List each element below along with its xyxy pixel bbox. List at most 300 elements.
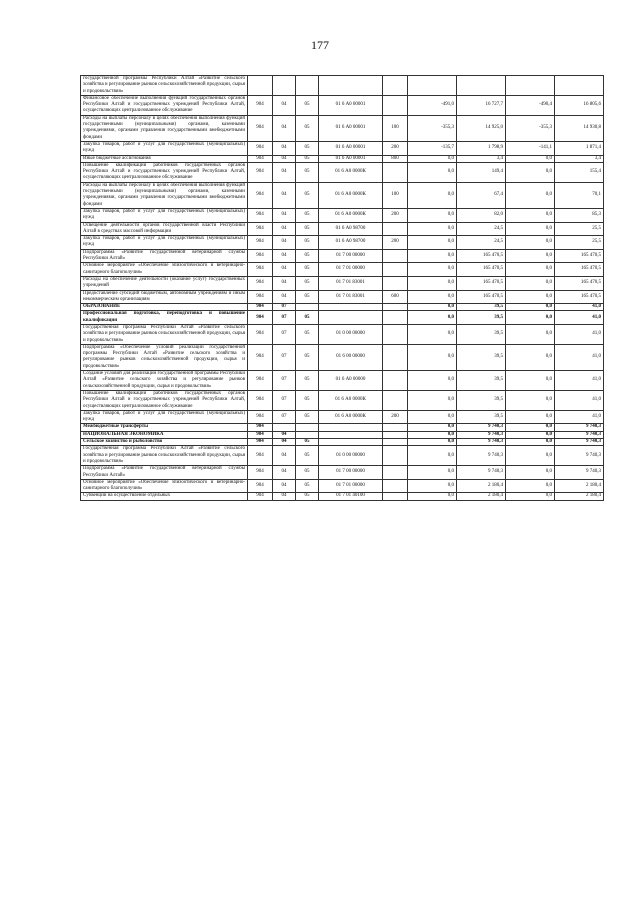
row-name: Освещение деятельности органов государственной власти Республики Алтай в средствах массовой информации xyxy=(81,222,248,236)
row-value-2: 14 925,0 xyxy=(457,115,506,141)
row-section-code: 04 xyxy=(273,276,296,290)
row-target-article-code: 01 6 00 00000 xyxy=(319,344,383,370)
row-subsection-code: 05 xyxy=(296,371,319,391)
table-row xyxy=(81,446,604,466)
row-value-4: 14 930,8 xyxy=(555,115,604,141)
row-expense-type-code: 200 xyxy=(383,208,408,222)
row-subsection-code: 05 xyxy=(296,276,319,290)
row-value-2: 39,5 xyxy=(457,304,506,311)
row-value-1: 0,0 xyxy=(408,410,457,424)
row-value-2: 9 740,3 xyxy=(457,431,506,438)
row-name: Создание условий для реализации государственной программы Республики Алтай «Развитие сельского хозяйства и регулирование рынков сельскохозяйственной продукции, сырья и продовольствия» xyxy=(81,371,248,391)
table-row xyxy=(81,95,604,115)
row-expense-type-code xyxy=(383,344,408,370)
row-grbs-code: 904 xyxy=(248,466,273,480)
row-name: Финансовое обеспечение выполнения функций государственных органов Республики Алтай и государственных учреждений Республики Алтай, осуществляющих централизованное обслуживание xyxy=(81,95,248,115)
row-value-3: -490,4 xyxy=(506,95,555,115)
row-expense-type-code xyxy=(383,304,408,311)
table-row xyxy=(81,76,604,96)
row-value-4: 41,0 xyxy=(555,410,604,424)
table-row xyxy=(81,182,604,208)
row-grbs-code: 904 xyxy=(248,236,273,250)
row-value-2 xyxy=(457,76,506,96)
row-value-2: 24,5 xyxy=(457,222,506,236)
row-grbs-code: 904 xyxy=(248,115,273,141)
row-value-3: 0,0 xyxy=(506,208,555,222)
row-value-3: 0,0 xyxy=(506,424,555,431)
row-expense-type-code xyxy=(383,95,408,115)
table-row xyxy=(81,311,604,325)
row-name: Государственная программа Республики Алтай «Развитие сельского хозяйства и регулирование рынков сельскохозяйственной продукции, сырья и продовольствия» xyxy=(81,446,248,466)
row-subsection-code: 05 xyxy=(296,155,319,162)
row-value-1: 0,0 xyxy=(408,479,457,493)
row-expense-type-code xyxy=(383,162,408,182)
row-section-code: 07 xyxy=(273,344,296,370)
row-value-4: 2 180,4 xyxy=(555,479,604,493)
row-expense-type-code xyxy=(383,493,408,500)
row-section-code: 04 xyxy=(273,493,296,500)
row-subsection-code: 05 xyxy=(296,466,319,480)
row-subsection-code: 05 xyxy=(296,446,319,466)
row-value-4 xyxy=(555,76,604,96)
row-value-1: 0,0 xyxy=(408,290,457,304)
row-value-3: 0,0 xyxy=(506,371,555,391)
row-value-4: 2 180,4 xyxy=(555,493,604,500)
table-row xyxy=(81,263,604,277)
row-expense-type-code: 800 xyxy=(383,155,408,162)
row-grbs-code: 904 xyxy=(248,431,273,438)
row-value-4: 9 740,3 xyxy=(555,446,604,466)
row-value-3: 0,0 xyxy=(506,276,555,290)
row-target-article-code: 01 7 00 00000 xyxy=(319,466,383,480)
row-grbs-code: 904 xyxy=(248,141,273,155)
table-row xyxy=(81,390,604,410)
row-target-article-code: 01 7 00 00000 xyxy=(319,249,383,263)
row-name: Расходы на выплаты персоналу в целях обеспечения выполнения функций государственными (муниципальными) органами, казенными учреждениями, органами управления государственными внебюджетными фондами xyxy=(81,182,248,208)
row-section-code: 07 xyxy=(273,304,296,311)
row-expense-type-code xyxy=(383,249,408,263)
row-target-article-code: 01 6 А0 0000К xyxy=(319,182,383,208)
row-section-code: 04 xyxy=(273,162,296,182)
row-value-3: 0,0 xyxy=(506,466,555,480)
row-value-4: 9 740,3 xyxy=(555,431,604,438)
row-value-2: 2 180,4 xyxy=(457,479,506,493)
row-value-4: 3,4 xyxy=(555,155,604,162)
row-value-2: 39,5 xyxy=(457,371,506,391)
row-value-2: 39,5 xyxy=(457,324,506,344)
table-row xyxy=(81,290,604,304)
row-subsection-code: 05 xyxy=(296,115,319,141)
table-row xyxy=(81,324,604,344)
row-target-article-code: 01 6 А0 98700 xyxy=(319,222,383,236)
row-value-1: 0,0 xyxy=(408,162,457,182)
row-target-article-code: 01 7 01 83001 xyxy=(319,276,383,290)
row-value-3: 0,0 xyxy=(506,446,555,466)
row-grbs-code: 904 xyxy=(248,182,273,208)
row-section-code: 04 xyxy=(273,263,296,277)
row-subsection-code: 05 xyxy=(296,324,319,344)
row-grbs-code: 904 xyxy=(248,324,273,344)
row-target-article-code: 01 6 А0 0000К xyxy=(319,208,383,222)
row-grbs-code: 904 xyxy=(248,95,273,115)
row-value-4: 41,0 xyxy=(555,371,604,391)
budget-table xyxy=(80,75,604,501)
row-target-article-code: 01 6 А0 00001 xyxy=(319,115,383,141)
row-name: Закупка товаров, работ и услуг для государственных (муниципальных) нужд xyxy=(81,141,248,155)
row-subsection-code xyxy=(296,431,319,438)
row-name: НАЦИОНАЛЬНАЯ ЭКОНОМИКА xyxy=(81,431,248,438)
row-section-code: 04 xyxy=(273,431,296,438)
row-value-2: 39,5 xyxy=(457,390,506,410)
row-section-code: 04 xyxy=(273,290,296,304)
row-subsection-code: 05 xyxy=(296,236,319,250)
budget-table-body xyxy=(81,76,604,501)
row-name: Государственная программа Республики Алтай «Развитие сельского хозяйства и регулирование рынков сельскохозяйственной продукции, сырья и продовольствия» xyxy=(81,324,248,344)
row-target-article-code xyxy=(319,431,383,438)
row-value-3: 0,0 xyxy=(506,431,555,438)
row-expense-type-code xyxy=(383,311,408,325)
row-value-2: 149,4 xyxy=(457,162,506,182)
row-grbs-code: 904 xyxy=(248,162,273,182)
row-expense-type-code: 100 xyxy=(383,182,408,208)
row-subsection-code: 05 xyxy=(296,208,319,222)
row-target-article-code: 01 6 А0 0000К xyxy=(319,390,383,410)
row-value-2: 2 180,4 xyxy=(457,493,506,500)
row-expense-type-code xyxy=(383,424,408,431)
row-value-4: 85,3 xyxy=(555,208,604,222)
table-row xyxy=(81,304,604,311)
row-value-2: 16 727,7 xyxy=(457,95,506,115)
row-grbs-code: 904 xyxy=(248,276,273,290)
row-value-4: 9 740,3 xyxy=(555,439,604,446)
row-target-article-code xyxy=(319,424,383,431)
row-section-code: 04 xyxy=(273,222,296,236)
row-expense-type-code xyxy=(383,479,408,493)
row-value-3: 0,0 xyxy=(506,439,555,446)
row-value-1: 0,0 xyxy=(408,431,457,438)
row-value-4: 41,0 xyxy=(555,344,604,370)
row-grbs-code: 904 xyxy=(248,410,273,424)
row-value-4: 155,4 xyxy=(555,162,604,182)
row-name: Иные бюджетные ассигнования xyxy=(81,155,248,162)
row-subsection-code: 05 xyxy=(296,249,319,263)
row-value-3: -141,1 xyxy=(506,141,555,155)
table-row xyxy=(81,208,604,222)
row-grbs-code: 904 xyxy=(248,493,273,500)
row-subsection-code: 05 xyxy=(296,95,319,115)
row-grbs-code: 904 xyxy=(248,479,273,493)
row-grbs-code: 904 xyxy=(248,311,273,325)
row-value-1: 0,0 xyxy=(408,439,457,446)
row-value-3: 0,0 xyxy=(506,222,555,236)
row-expense-type-code xyxy=(383,276,408,290)
row-section-code: 04 xyxy=(273,208,296,222)
row-value-2: 1 798,9 xyxy=(457,141,506,155)
table-row xyxy=(81,493,604,500)
row-value-1: 0,0 xyxy=(408,344,457,370)
table-row xyxy=(81,162,604,182)
row-value-3: -355,3 xyxy=(506,115,555,141)
row-subsection-code: 05 xyxy=(296,439,319,446)
row-section-code: 04 xyxy=(273,141,296,155)
row-value-3: 0,0 xyxy=(506,304,555,311)
row-subsection-code: 05 xyxy=(296,182,319,208)
row-value-2: 9 740,3 xyxy=(457,439,506,446)
row-section-code: 04 xyxy=(273,115,296,141)
row-section-code: 04 xyxy=(273,249,296,263)
row-grbs-code: 904 xyxy=(248,390,273,410)
row-grbs-code: 904 xyxy=(248,344,273,370)
row-section-code: 07 xyxy=(273,390,296,410)
row-value-1: -355,3 xyxy=(408,115,457,141)
row-subsection-code: 05 xyxy=(296,263,319,277)
row-subsection-code: 05 xyxy=(296,344,319,370)
row-expense-type-code xyxy=(383,466,408,480)
row-value-3: 0,0 xyxy=(506,249,555,263)
row-grbs-code: 904 xyxy=(248,446,273,466)
row-grbs-code xyxy=(248,76,273,96)
row-section-code xyxy=(273,424,296,431)
row-expense-type-code: 100 xyxy=(383,115,408,141)
row-value-4: 9 740,3 xyxy=(555,424,604,431)
row-value-1: 0,0 xyxy=(408,263,457,277)
table-row xyxy=(81,431,604,438)
row-expense-type-code xyxy=(383,390,408,410)
row-section-code: 07 xyxy=(273,371,296,391)
row-grbs-code: 904 xyxy=(248,371,273,391)
row-value-2: 165 470,5 xyxy=(457,263,506,277)
row-expense-type-code xyxy=(383,263,408,277)
row-section-code: 04 xyxy=(273,236,296,250)
row-value-3: 0,0 xyxy=(506,344,555,370)
row-section-code: 04 xyxy=(273,479,296,493)
table-row xyxy=(81,236,604,250)
row-value-1: 0,0 xyxy=(408,222,457,236)
row-value-2: 39,5 xyxy=(457,410,506,424)
row-value-3: 0,0 xyxy=(506,182,555,208)
row-expense-type-code xyxy=(383,76,408,96)
row-target-article-code: 01 7 01 40100 xyxy=(319,493,383,500)
row-value-4: 16 805,6 xyxy=(555,95,604,115)
table-row xyxy=(81,410,604,424)
row-value-4: 25,5 xyxy=(555,236,604,250)
row-value-2: 67,4 xyxy=(457,182,506,208)
row-target-article-code: 01 7 01 00000 xyxy=(319,263,383,277)
row-target-article-code: 01 6 А0 98700 xyxy=(319,236,383,250)
row-subsection-code: 05 xyxy=(296,311,319,325)
table-row xyxy=(81,466,604,480)
row-value-1 xyxy=(408,76,457,96)
table-row xyxy=(81,371,604,391)
row-subsection-code: 05 xyxy=(296,162,319,182)
row-section-code: 04 xyxy=(273,446,296,466)
row-expense-type-code xyxy=(383,371,408,391)
row-target-article-code: 01 6 А0 0000К xyxy=(319,410,383,424)
table-row xyxy=(81,439,604,446)
row-section-code: 07 xyxy=(273,410,296,424)
row-value-2: 165 470,5 xyxy=(457,290,506,304)
row-value-1: 0,0 xyxy=(408,276,457,290)
row-name: Повышение квалификации работников государственных органов Республики Алтай и государственных учреждений Республики Алтай, осуществляющих централизованное обслуживание xyxy=(81,162,248,182)
table-row xyxy=(81,276,604,290)
row-name: Профессиональная подготовка, переподготовка и повышение квалификации xyxy=(81,311,248,325)
row-value-1: -135,7 xyxy=(408,141,457,155)
row-value-1: 0,0 xyxy=(408,324,457,344)
row-grbs-code: 904 xyxy=(248,439,273,446)
row-value-4: 165 470,5 xyxy=(555,249,604,263)
row-value-1: 0,0 xyxy=(408,466,457,480)
row-name: Расходы на обеспечение деятельности (оказание услуг) государственных учреждений xyxy=(81,276,248,290)
row-value-4: 41,0 xyxy=(555,324,604,344)
row-target-article-code: 01 6 А0 00000 xyxy=(319,371,383,391)
row-value-4: 41,0 xyxy=(555,390,604,410)
row-value-3: 0,0 xyxy=(506,236,555,250)
row-value-1: 0,0 xyxy=(408,446,457,466)
row-value-3: 0,0 xyxy=(506,162,555,182)
row-grbs-code: 904 xyxy=(248,208,273,222)
row-grbs-code: 904 xyxy=(248,263,273,277)
row-name: ОБРАЗОВАНИЕ xyxy=(81,304,248,311)
row-value-4: 165 470,5 xyxy=(555,290,604,304)
table-row xyxy=(81,155,604,162)
row-value-4: 165 470,5 xyxy=(555,276,604,290)
row-value-4: 41,0 xyxy=(555,304,604,311)
row-section-code: 04 xyxy=(273,466,296,480)
row-target-article-code xyxy=(319,304,383,311)
row-value-2: 39,5 xyxy=(457,344,506,370)
row-value-4: 70,1 xyxy=(555,182,604,208)
row-value-2: 9 740,3 xyxy=(457,446,506,466)
row-section-code: 07 xyxy=(273,324,296,344)
row-expense-type-code xyxy=(383,446,408,466)
row-section-code xyxy=(273,76,296,96)
row-subsection-code: 05 xyxy=(296,479,319,493)
row-subsection-code xyxy=(296,424,319,431)
table-row xyxy=(81,479,604,493)
row-name: Расходы на выплаты персоналу в целях обеспечения выполнения функций государственными (муниципальными) органами, казенными учреждениями, органами управления государственными внебюджетными фондами xyxy=(81,115,248,141)
row-name: Предоставление субсидий бюджетным, автономным учреждениям и иным некоммерческим организациям xyxy=(81,290,248,304)
row-name: Основное мероприятие «Обеспечение эпизоотического и ветеринарно-санитарного благополучия» xyxy=(81,263,248,277)
row-section-code: 04 xyxy=(273,182,296,208)
row-target-article-code: 01 7 01 00000 xyxy=(319,479,383,493)
table-row xyxy=(81,344,604,370)
row-value-1: -491,0 xyxy=(408,95,457,115)
row-value-2: 3,4 xyxy=(457,155,506,162)
row-value-3: 0,0 xyxy=(506,493,555,500)
row-value-1: 0,0 xyxy=(408,390,457,410)
row-expense-type-code xyxy=(383,439,408,446)
row-value-1: 0,0 xyxy=(408,155,457,162)
row-subsection-code: 05 xyxy=(296,390,319,410)
row-expense-type-code xyxy=(383,222,408,236)
table-row xyxy=(81,115,604,141)
row-grbs-code: 904 xyxy=(248,424,273,431)
row-subsection-code: 05 xyxy=(296,141,319,155)
row-value-3: 0,0 xyxy=(506,390,555,410)
row-value-1: 0,0 xyxy=(408,371,457,391)
row-target-article-code xyxy=(319,439,383,446)
row-target-article-code: 01 6 А0 00001 xyxy=(319,141,383,155)
row-expense-type-code: 200 xyxy=(383,410,408,424)
row-name: Межбюджетные трансферты xyxy=(81,424,248,431)
row-target-article-code: 01 7 01 83001 xyxy=(319,290,383,304)
row-value-1: 0,0 xyxy=(408,182,457,208)
row-value-1: 0,0 xyxy=(408,493,457,500)
row-value-2: 9 740,3 xyxy=(457,466,506,480)
row-value-3: 0,0 xyxy=(506,290,555,304)
row-value-2: 9 740,3 xyxy=(457,424,506,431)
row-value-2: 82,0 xyxy=(457,208,506,222)
row-expense-type-code: 200 xyxy=(383,141,408,155)
row-section-code: 04 xyxy=(273,439,296,446)
row-subsection-code: 05 xyxy=(296,410,319,424)
row-expense-type-code: 200 xyxy=(383,236,408,250)
row-target-article-code xyxy=(319,311,383,325)
row-value-2: 165 470,5 xyxy=(457,249,506,263)
row-value-2: 39,5 xyxy=(457,311,506,325)
table-row xyxy=(81,222,604,236)
row-subsection-code: 05 xyxy=(296,222,319,236)
table-row xyxy=(81,424,604,431)
row-target-article-code: 01 0 00 00000 xyxy=(319,446,383,466)
row-name: Повышение квалификации работников государственных органов Республики Алтай и государственных учреждений Республики Алтай, осуществляющих централизованное обслуживание xyxy=(81,390,248,410)
row-name: Закупка товаров, работ и услуг для государственных (муниципальных) нужд xyxy=(81,236,248,250)
row-grbs-code: 904 xyxy=(248,155,273,162)
row-target-article-code xyxy=(319,76,383,96)
row-value-3: 0,0 xyxy=(506,410,555,424)
table-row xyxy=(81,249,604,263)
row-value-4: 25,5 xyxy=(555,222,604,236)
row-section-code: 04 xyxy=(273,155,296,162)
row-value-1: 0,0 xyxy=(408,208,457,222)
row-name: Основное мероприятие «Обеспечение эпизоотического и ветеринарно-санитарного благополучия» xyxy=(81,479,248,493)
row-section-code: 07 xyxy=(273,311,296,325)
row-value-3: 0,0 xyxy=(506,263,555,277)
row-value-1: 0,0 xyxy=(408,236,457,250)
row-subsection-code: 05 xyxy=(296,290,319,304)
row-value-4: 41,0 xyxy=(555,311,604,325)
row-value-1: 0,0 xyxy=(408,304,457,311)
row-value-3: 0,0 xyxy=(506,155,555,162)
row-name: Закупка товаров, работ и услуг для государственных (муниципальных) нужд xyxy=(81,208,248,222)
page-number: 177 xyxy=(311,38,329,52)
table-row xyxy=(81,141,604,155)
row-grbs-code: 904 xyxy=(248,222,273,236)
row-name: Подпрограмма «Развитие государственной ветеринарной службы Республики Алтай» xyxy=(81,249,248,263)
row-value-3: 0,0 xyxy=(506,324,555,344)
row-value-3 xyxy=(506,76,555,96)
row-value-2: 24,5 xyxy=(457,236,506,250)
row-value-3: 0,0 xyxy=(506,311,555,325)
row-target-article-code: 01 0 00 00000 xyxy=(319,324,383,344)
row-grbs-code: 904 xyxy=(248,249,273,263)
row-target-article-code: 01 6 А0 00001 xyxy=(319,95,383,115)
row-name: Сельское хозяйство и рыболовство xyxy=(81,439,248,446)
row-name: Подпрограмма «Обеспечение условий реализации государственной программы Республики Алтай «Развитие сельского хозяйства и регулирование рынков сельскохозяйственной продукции, сырья и продовольствия» xyxy=(81,344,248,370)
row-expense-type-code xyxy=(383,324,408,344)
row-target-article-code: 01 6 А0 00001 xyxy=(319,155,383,162)
row-subsection-code xyxy=(296,76,319,96)
row-value-3: 0,0 xyxy=(506,479,555,493)
row-value-4: 9 740,3 xyxy=(555,466,604,480)
row-grbs-code: 904 xyxy=(248,304,273,311)
row-value-4: 165 470,5 xyxy=(555,263,604,277)
row-value-4: 1 871,4 xyxy=(555,141,604,155)
row-expense-type-code xyxy=(383,431,408,438)
row-section-code: 04 xyxy=(273,95,296,115)
row-grbs-code: 904 xyxy=(248,290,273,304)
row-name: Закупка товаров, работ и услуг для государственных (муниципальных) нужд xyxy=(81,410,248,424)
